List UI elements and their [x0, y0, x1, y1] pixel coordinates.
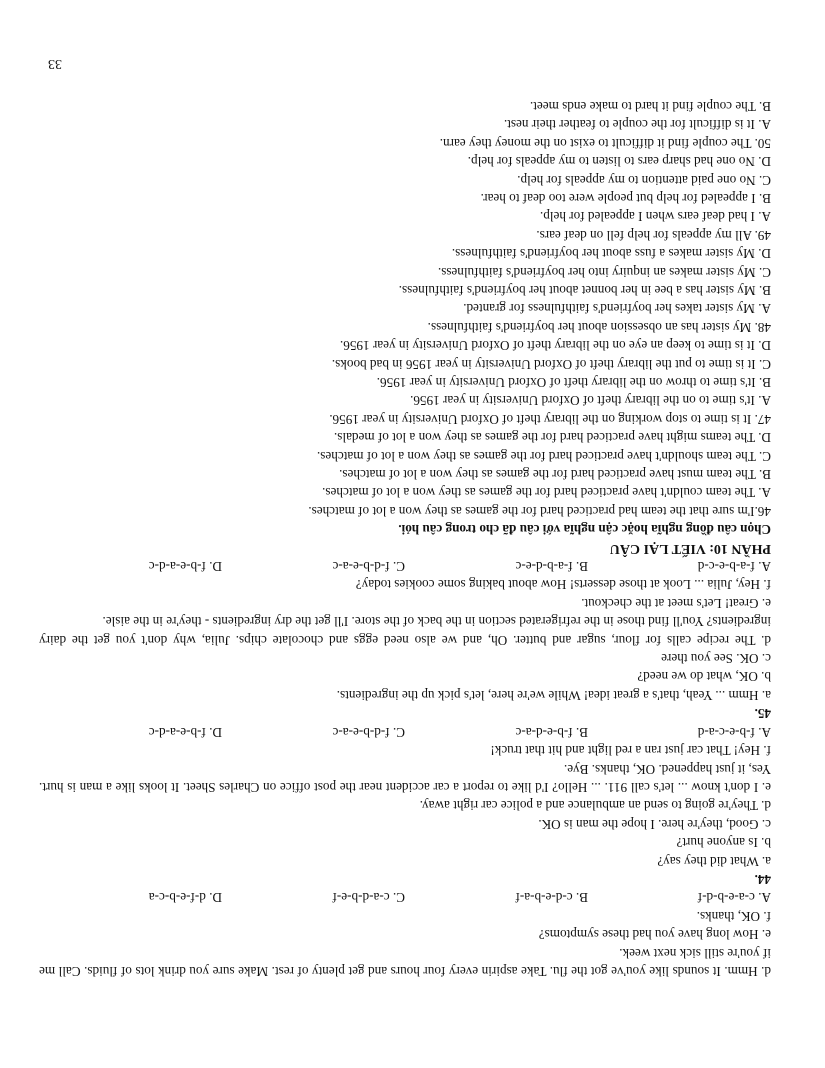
q49-option-d: D. No one had sharp ears to listen to my appeals for help.	[467, 154, 771, 170]
q43-options	[39, 888, 771, 906]
q45-line-c: c. OK. See you there	[661, 651, 771, 667]
q46-option-d: D. The teams might have practiced hard for the games as they won a lot of medals.	[333, 430, 771, 446]
q48-option-b: B. My sister has a bee in her bonnet about her boyfriend's faithfulness.	[398, 282, 771, 298]
q44-line-a: a. What did they say?	[657, 853, 771, 869]
q45-line-f: f. Hey, Julia ... Look at those desserts! How about baking some cookies today?	[355, 577, 771, 593]
q47-stem: 47. It is time to stop working on the library theft of Oxford University in year 1956.	[329, 411, 771, 427]
part10-instruction: Chọn câu đồng nghĩa hoặc cận nghĩa với câu đã cho trong câu hỏi.	[398, 522, 771, 538]
q45-line-b: b. OK, what do we need?	[637, 669, 771, 685]
q43-option-d: D. d-f-e-b-c-a	[148, 890, 222, 906]
q43-line-e: e. How long have you had these symptoms?	[538, 927, 771, 943]
q47-option-a: A. It's time to on the library theft of Oxford University in year 1956.	[410, 393, 771, 409]
q44-number: 44.	[754, 871, 771, 887]
q49-option-c: C. No one paid attention to my appeals for help.	[517, 172, 771, 188]
q45-option-b: B. f-a-b-d-e-c	[515, 559, 588, 575]
q44-options	[39, 722, 771, 740]
q46-stem: 46.I'm sure that the team had practiced hard for the games as they won a lot of matches.	[308, 503, 771, 519]
q45-option-c: C. f-d-b-e-a-c	[332, 559, 405, 575]
q45-option-a: A. f-a-b-e-c-d	[697, 559, 771, 575]
page-content	[39, 97, 771, 981]
q45-line-d: d. The recipe calls for flour, sugar and butter. Oh, and we also need eggs and chocolate chips. Julia, why don't you get the dairy ingredients? You'll find those in the refrigerated section in the back of the store. I'll get the dry ingredients - they're in the aisle.	[39, 614, 771, 648]
q45-option-d: D. f-b-e-a-d-c	[148, 559, 222, 575]
q48-option-c: C. My sister makes an inquiry into her boyfriend's faithfulness.	[437, 264, 771, 280]
q45-options	[39, 557, 771, 575]
q44-option-d: D. f-b-e-a-d-c	[148, 724, 222, 740]
q44-line-b: b. Is anyone hurt?	[676, 835, 771, 851]
q44-option-a: A. f-b-e-c-a-d	[697, 724, 771, 740]
q43-option-b: B. c-d-e-b-a-f	[515, 890, 588, 906]
q44-line-e: e. I don't know ... let's call 911. ... Hello? I'd like to report a car accident near the post office on Charles Sheet. It looks like a man is hurt. Yes, it just happened. OK, thanks. Bye.	[39, 761, 771, 795]
q49-option-a: A. I had deaf ears when I appealed for help.	[539, 209, 771, 225]
q47-option-d: D. It is time to keep an eye on the library theft of Oxford University in year 1956.	[339, 338, 771, 354]
q43-option-a: A. c-a-e-b-d-f	[697, 890, 771, 906]
q50-option-b: B. The couple find it hard to make ends meet.	[529, 98, 771, 114]
q43-option-c: C. c-a-d-b-e-f	[332, 890, 405, 906]
q44-line-d: d. They're going to send an ambulance and a police car right away.	[419, 798, 771, 814]
q46-option-c: C. The team shouldn't have practiced hard for the games as they won a lot of matches.	[316, 448, 771, 464]
q44-line-c: c. Good, they're here. I hope the man is OK.	[538, 816, 771, 832]
q48-option-d: D. My sister makes a fuss about her boyfriend's faithfulness.	[451, 246, 771, 262]
q45-line-e: e. Great! Let's meet at the checkout.	[581, 595, 771, 611]
q49-stem: 49. All my appeals for help fell on deaf ears.	[536, 227, 771, 243]
q48-stem: 48. My sister has an obsession about her boyfriend's faithfulness.	[427, 319, 771, 335]
q44-option-c: C. f-d-b-e-a-c	[332, 724, 405, 740]
page-number: 33	[48, 56, 62, 71]
q44-line-f: f. Hey! That car just ran a red light and hit that truck!	[490, 743, 771, 759]
q50-option-a: A. It is difficult for the couple to feather their nest.	[503, 117, 771, 133]
q43-line-d: d. Hmm. It sounds like you've got the flu. Take aspirin every four hours and get plenty of rest. Make sure you drink lots of fluids. Call me if you're still sick next week.	[39, 945, 771, 979]
q47-option-c: C. It is time to put the library theft of Oxford University in year 1956 in bad books.	[331, 356, 771, 372]
q50-stem: 50. The couple find it difficult to exist on the money they earn.	[439, 135, 771, 151]
q49-option-b: B. I appealed for help but people were too deaf to hear.	[480, 190, 771, 206]
q46-option-a: A. The team couldn't have practiced hard for the games as they won a lot of matches.	[322, 485, 771, 501]
q48-option-a: A. My sister takes her boyfriend's faithfulness for granted.	[463, 301, 771, 317]
q45-line-a: a. Hmm ... Yeah, that's a great idea! While we're here, let's pick up the ingredients.	[336, 687, 771, 703]
q47-option-b: B. It's time to throw on the library theft of Oxford University in year 1956.	[376, 375, 771, 390]
q44-option-b: B. f-b-e-d-a-c	[515, 724, 588, 740]
q45-number: 45.	[754, 706, 771, 722]
q46-option-b: B. The team must have practiced hard for the games as they won a lot of matches.	[339, 467, 771, 483]
part10-title: PHẦN 10: VIẾT LẠI CÂU	[609, 540, 771, 556]
q43-line-f: f. OK, thanks.	[696, 908, 771, 924]
